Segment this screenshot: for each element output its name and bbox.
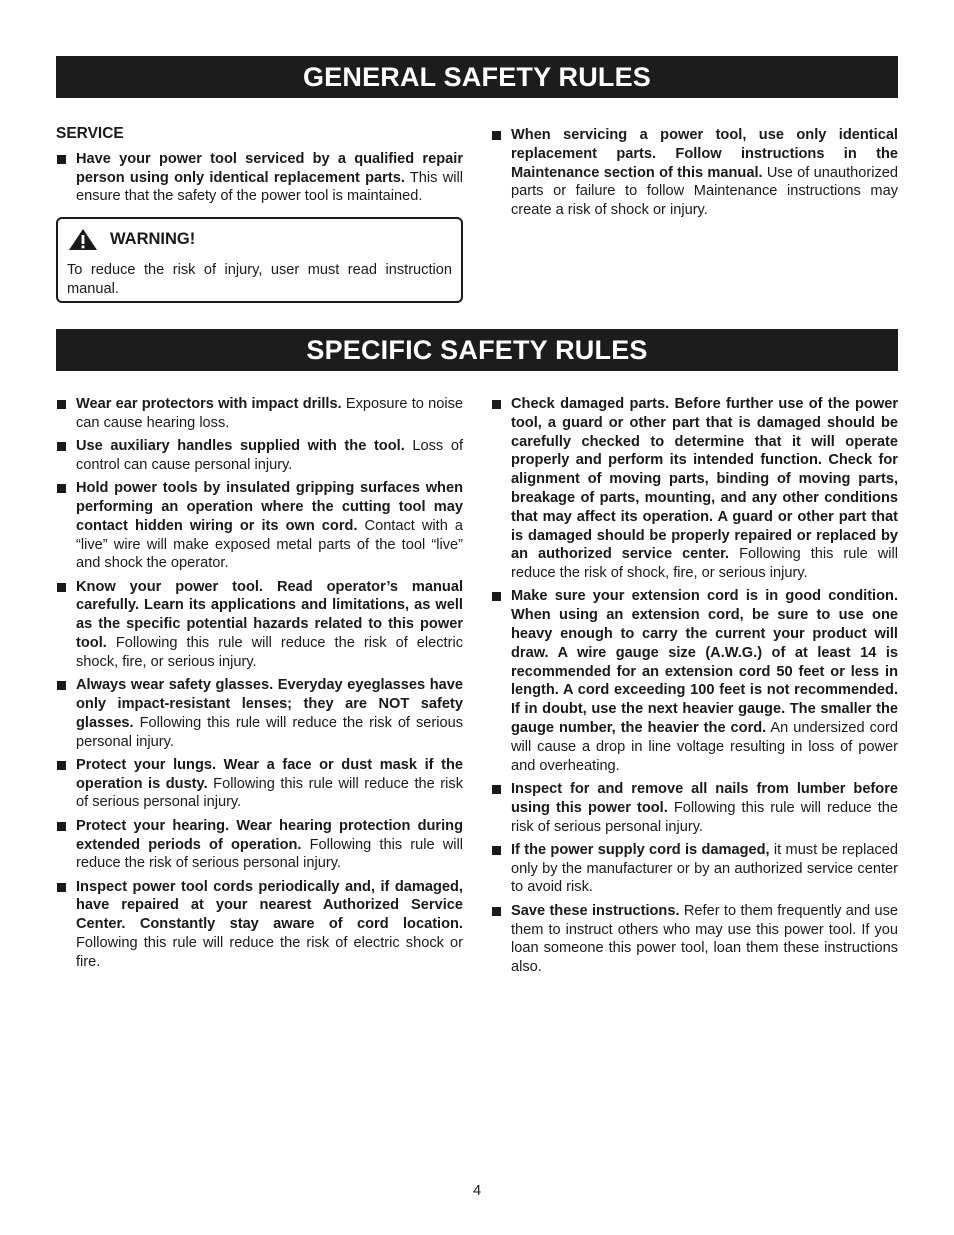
warning-box — [56, 217, 463, 303]
item-text: Exposure to noise can cause hearing loss. — [76, 396, 463, 431]
service-heading: SERVICE — [56, 125, 124, 142]
list-item — [56, 756, 463, 812]
item-text: it must be replaced only by the manufacturer or by an authorized service center to avoid risk. — [511, 841, 898, 896]
item-bold: Use auxiliary handles supplied with the tool. — [76, 438, 405, 455]
item-text: Following this rule will reduce the risk of serious personal injury. — [76, 775, 463, 811]
item-bold: When servicing a power tool, use only identical replacement parts. Follow instructions in the Maintenance section of this manual. — [511, 127, 898, 181]
list-item — [491, 395, 898, 583]
item-text: Following this rule will reduce the risk of serious personal injury. — [76, 714, 463, 750]
item-text: Refer to them frequently and use them to instruct others who may use this power tool. If you loan someone this power tool, loan them these instructions also. — [511, 902, 898, 976]
item-text: Following this rule will reduce the risk of electric shock or fire. — [76, 935, 463, 970]
specific-right-column — [491, 395, 898, 981]
item-bold: Inspect power tool cords periodically and, if damaged, have repaired at your nearest Authorized Service Center. Constantly stay aware of cord location. — [76, 878, 463, 933]
square-bullet-icon — [57, 583, 66, 592]
item-bold: Have your power tool serviced by a qualified repair person using only identical replacement parts. — [76, 150, 463, 186]
general-right-column — [491, 126, 898, 224]
list-item — [56, 817, 463, 873]
list-item — [491, 780, 898, 836]
item-bold: Know your power tool. Read operator’s manual carefully. Learn its applications and limitations, as well as the specific potential hazards related to this power tool. — [76, 578, 463, 652]
specific-left-column — [56, 395, 463, 976]
item-text: Loss of control can cause personal injury. — [76, 438, 463, 473]
warning-text: To reduce the risk of injury, user must read instruction manual. — [67, 262, 452, 297]
list-item — [491, 841, 898, 897]
list-item — [56, 395, 463, 433]
list-item — [56, 437, 463, 475]
item-bold: Make sure your extension cord is in good condition. When using an extension cord, be sure to use one heavy enough to carry the current your product will draw. A wire gauge size (A.W.G.) of at least 14 is recommended for an extension cord 50 feet or less in length. A cord exceeding 100 feet is not recommended. If in doubt, use the next heavier gauge. The smaller the gauge number, the heavier the cord. — [511, 588, 898, 737]
square-bullet-icon — [57, 155, 66, 164]
item-bold: Hold power tools by insulated gripping surfaces when performing an operation where the cutting tool may contact hidden wiring or its own cord. — [76, 480, 463, 534]
square-bullet-icon — [57, 400, 66, 409]
item-bold: Protect your hearing. Wear hearing protection during extended periods of operation. — [76, 817, 463, 853]
square-bullet-icon — [57, 442, 66, 451]
square-bullet-icon — [57, 883, 66, 892]
square-bullet-icon — [57, 822, 66, 831]
item-bold: Inspect for and remove all nails from lumber before using this power tool. — [511, 780, 898, 816]
page-number: 4 — [472, 1183, 482, 1199]
square-bullet-icon — [492, 592, 501, 601]
square-bullet-icon — [57, 681, 66, 690]
item-text: An undersized cord will cause a drop in line voltage resulting in loss of power and overheating. — [511, 720, 898, 774]
square-bullet-icon — [492, 785, 501, 794]
general-left-column — [56, 125, 463, 211]
list-item — [491, 587, 898, 775]
list-item — [56, 676, 463, 751]
warning-triangle-icon — [68, 228, 98, 251]
specific-safety-rules-banner: SPECIFIC SAFETY RULES — [56, 329, 898, 371]
general-safety-rules-banner: GENERAL SAFETY RULES — [56, 56, 898, 98]
list-item — [56, 479, 463, 573]
square-bullet-icon — [57, 761, 66, 770]
list-item — [56, 878, 463, 972]
item-text: Following this rule will reduce the risk of electric shock, fire, or serious injury. — [76, 635, 463, 670]
item-bold: If the power supply cord is damaged, — [511, 841, 770, 858]
item-text: This will ensure that the safety of the power tool is maintained. — [76, 169, 463, 205]
item-text: Contact with a “live” wire will make exposed metal parts of the tool “live” and shock the operator. — [76, 517, 463, 572]
item-bold: Always wear safety glasses. Everyday eyeglasses have only impact-resistant lenses; they are NOT safety glasses. — [76, 677, 463, 731]
item-text: Following this rule will reduce the risk of serious personal injury. — [511, 799, 898, 835]
square-bullet-icon — [57, 484, 66, 493]
item-bold: Wear ear protectors with impact drills. — [76, 396, 342, 412]
item-text: Following this rule will reduce the risk of shock, fire, or serious injury. — [511, 546, 898, 582]
item-bold: Check damaged parts. Before further use of the power tool, a guard or other part that is damaged should be carefully checked to determine that it will operate properly and perform its intended function. Check for alignment of moving parts, binding of moving parts, breakage of parts, mounting, and any other conditions that may affect its operation. A guard or other part that is damaged should be properly repaired or replaced by an authorized service center. — [511, 396, 898, 563]
square-bullet-icon — [492, 400, 501, 409]
list-item — [491, 126, 898, 220]
item-text: Use of unauthorized parts or failure to follow Maintenance instructions may create a risk of shock or injury. — [511, 164, 898, 219]
warning-title: WARNING! — [110, 230, 196, 249]
list-item — [56, 578, 463, 672]
list-item — [56, 150, 463, 206]
square-bullet-icon — [492, 131, 501, 140]
item-bold: Protect your lungs. Wear a face or dust mask if the operation is dusty. — [76, 756, 463, 792]
square-bullet-icon — [492, 907, 501, 916]
item-text: Following this rule will reduce the risk of serious personal injury. — [76, 836, 463, 872]
square-bullet-icon — [492, 846, 501, 855]
item-bold: Save these instructions. — [511, 902, 680, 919]
warning-title-row — [68, 228, 195, 251]
list-item — [491, 902, 898, 977]
